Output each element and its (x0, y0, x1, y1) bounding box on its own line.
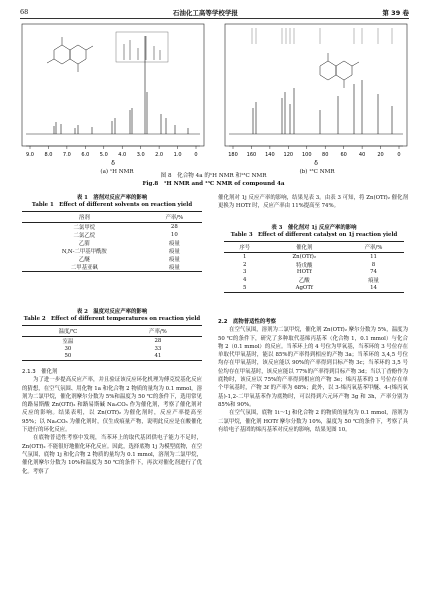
axis-tick-label: 1.0 (173, 152, 182, 158)
table-3-title-cn: 表 3 催化剂对 1j 反应产率的影响 (271, 225, 357, 231)
c-nmr-axis-ticks (228, 146, 400, 158)
axis-tick-label: 6.0 (81, 152, 90, 158)
table-cell: 痕量 (168, 249, 180, 255)
table-cell: 3 (243, 269, 247, 276)
table-cell: 4 (243, 277, 247, 284)
table-cell: 乙酸 (298, 278, 310, 285)
table-cell: 11 (370, 253, 377, 260)
table-row (22, 255, 202, 263)
page-number: 68 (20, 8, 29, 16)
figure-caption-en: Fig.8 ¹H NMR and ¹³C NMR of compound 4a (142, 181, 285, 187)
nmr-figure (20, 22, 410, 192)
right-column (218, 318, 408, 434)
journal-title: 石油化工高等学校学报 (172, 8, 238, 17)
table-1-title-cn: 表 1 溶剂对反应产率的影响 (76, 195, 148, 201)
nmr-spectra (20, 22, 410, 172)
table-cell: 1 (243, 253, 247, 260)
paragraph: 在空气氛围，溶剂为二氯甲烷，催化剂 Zn(OTf)₂ 摩尔分数为 5%，温度为 50 ℃的条件下，研究了多种取代基烯丙基苯（化合物 1，0.1 mmol）与化合物 2（0.1 mmol）的反应。当苯环上的 4 号位为甲氧基，当苯环的 3 号位存在单取代甲氧基时，能以 85%的产率得到相应的产物 3a；当苯环的 3,4,5 号位均存在甲氧基时，该反应能以 90%的产率得到目标产物 3c；当苯环的 3,5 号位均存在甲氧基时，该反应能以 77%的产率得到目标产物 3d；当以丁香酚作为底物时，该反应以 75%的产率得到相应的产物 3e；烯丙基苯的 3 号位存在单个甲氧基时，产物 3f 的产率为 68%；此外，以 3-烯丙氧基苯甲醚、4-(烯丙氧基)-1,2-二甲氧基苯作为底物时，可以得到六元环产物 3g 和 3h，产率分别为 85%和 90%。 (218, 327, 408, 408)
subcaption-b: (b) ¹³C NMR (299, 169, 335, 175)
table-cell: 8 (371, 261, 376, 268)
table-cell: AgOTf (266, 284, 343, 292)
h-nmr-axis-ticks (26, 146, 198, 158)
paragraph: 在空气氛围，底物 1i～1j 和化合物 2 的物质的量均为 0.1 mmol，溶剂为二氯甲烷，催化剂 HOTf 摩尔分数为 10%，温度为 50 ℃的条件下，考察了具有给电子基团的烯丙基苯对反应的影响，结果见图 10。 (218, 410, 408, 433)
c-nmr-xlabel: δ (314, 160, 318, 167)
table-1-title-en: Table 1 Effect of different solvents on reaction yield (31, 202, 193, 208)
table-2-header: 产率/% (114, 326, 202, 337)
table-cell: 30 (64, 345, 72, 352)
paragraph: 催化剂对 1j 反应产率的影响，结果见表 3。由表 3 可知，将 Zn(OTf)₂ 催化剂更换为 HOTf 时，反应产率由 11%提高至 74%。 (218, 195, 408, 210)
axis-tick-label: 4.0 (118, 152, 127, 158)
table-cell: 乙腈 (78, 241, 90, 247)
subcaption-a: (a) ¹H NMR (100, 169, 134, 175)
table-cell: 痕量 (168, 241, 180, 247)
section-2-2: 2.2 底物普适性的考察 (218, 319, 277, 325)
table-cell: 乙醚 (78, 257, 90, 263)
axis-tick-label: 9.0 (26, 152, 34, 158)
structure-inset-a (47, 37, 93, 72)
paragraph: 在底物普适性考察中发现，当苯环上的取代基团供电子能力不足时，Zn(OTf)₂ 不能很好地催化环化反应。因此，选择底物 1j 为模型底物，在空气氛围，底物 1j 和化合物 2 物质的量均为 0.1 mmol，溶剂为二氯甲烷，催化剂摩尔分数为 10%和温度为 50 ℃的条件下，再次对催化剂进行了优化。考察了 (22, 435, 202, 475)
table-cell: 2 (243, 261, 247, 268)
table-cell: 74 (370, 269, 377, 276)
table-row (224, 269, 404, 277)
volume: 第 39 卷 (382, 8, 409, 17)
table-1-body (22, 223, 202, 272)
h-nmr-panel (22, 24, 204, 146)
table-cell: 10 (170, 232, 178, 238)
table-cell: 特戊酸 (296, 262, 313, 269)
axis-tick-label: 180 (228, 152, 238, 158)
axis-tick-label: 140 (265, 152, 275, 158)
table-cell: 二氯甲烷 (73, 225, 96, 231)
table-cell: 二甲基亚砜 (22, 263, 147, 272)
table-cell: 28 (154, 338, 162, 344)
table-3-body (224, 253, 404, 293)
axis-tick-label: 7.0 (62, 152, 71, 158)
structure-inset-b (320, 53, 359, 88)
table-row (22, 223, 202, 232)
axis-tick-label: 80 (322, 152, 329, 158)
left-column (22, 368, 202, 476)
table-1-header: 溶剂 (22, 212, 147, 223)
axis-tick-label: 8.0 (44, 152, 53, 158)
table-row (22, 337, 202, 346)
section-2-1-3: 2.1.3 催化剂 (22, 369, 58, 375)
axis-tick-label: 120 (283, 152, 294, 158)
table-row (224, 253, 404, 261)
table-row (22, 353, 202, 361)
table-cell: 室温 (62, 339, 74, 345)
header-rule (20, 18, 409, 19)
running-header (20, 6, 409, 18)
table-cell: 5 (224, 284, 266, 292)
table-cell: 41 (114, 353, 202, 361)
axis-tick-label: 160 (246, 152, 257, 158)
table-3 (224, 225, 404, 293)
axis-tick-label: 100 (302, 152, 312, 158)
table-2-title-en: Table 2 Effect of different temperatures on reaction yield (23, 316, 201, 322)
paragraph: 为了进一步提高反应产率，并且验证该反应环化机理为傅克烷基化反应的猜想，在空气氛围、用化物 1a 和化合物 2 物质的量均为 0.1 mmol，溶剂为二氯甲烷，催化剂摩尔分数为 5%和温度为 50 ℃的条件下，选用常见的路易斯酸 Zn(OTf)₂ 和路易斯碱 Na₂CO₃ 作为催化剂，考察了催化剂对反应的影响。结果表明，以 Zn(OTf)₂ 为催化剂时，反应产率提高至 95%；以 Na₂CO₃ 为催化剂时，仅生成痕量产物，说明此反应是在酸催化下进行的环化反应。 (22, 377, 202, 434)
table-row (22, 239, 202, 247)
table-row (22, 231, 202, 239)
table-row (224, 276, 404, 284)
axis-tick-label: 5.0 (99, 152, 108, 158)
table-cell: 28 (170, 224, 178, 230)
table-3-header: 催化剂 (266, 242, 343, 253)
table-3-title-en: Table 3 Effect of different catalyst on 1j reaction yield (230, 232, 398, 238)
table-2 (22, 309, 202, 361)
table-2-header: 温度/℃ (22, 326, 114, 337)
table-2-title-cn: 表 2 温度对反应产率的影响 (76, 309, 148, 315)
table-row (224, 284, 404, 292)
right-column-top (218, 194, 408, 211)
axis-tick-label: 60 (340, 152, 347, 158)
table-row (22, 345, 202, 353)
axis-tick-label: 3.0 (136, 152, 145, 158)
table-cell: 痕量 (147, 263, 202, 272)
axis-tick-label: 2.0 (155, 152, 164, 158)
table-cell: HOTf (296, 269, 312, 276)
table-cell: 二氯乙烷 (73, 233, 96, 239)
table-row (22, 263, 202, 272)
table-row (224, 261, 404, 269)
axis-tick-label: 0 (397, 152, 401, 158)
table-row (22, 247, 202, 255)
table-cell: Zn(OTf)₂ (292, 253, 317, 260)
table-cell: 痕量 (168, 257, 180, 263)
table-cell: 50 (22, 353, 114, 361)
axis-tick-label: 0 (194, 152, 198, 158)
c-nmr-panel (225, 24, 407, 146)
table-3-header: 产率/% (343, 242, 404, 253)
h-nmr-xlabel: δ (111, 160, 115, 167)
table-cell: N,N-二甲基甲酰胺 (61, 249, 107, 255)
figure-caption-cn: 图 8 化合物 4a 的¹H NMR 和¹³C NMR (160, 173, 267, 179)
table-1-header: 产率/% (147, 212, 202, 223)
table-cell: 14 (343, 284, 404, 292)
table-1 (22, 195, 202, 272)
axis-tick-label: 40 (358, 152, 366, 158)
table-3-header: 序号 (224, 242, 266, 253)
axis-tick-label: 20 (377, 152, 384, 158)
table-cell: 33 (154, 345, 162, 352)
table-cell: 痕量 (368, 278, 379, 285)
table-2-body (22, 337, 202, 361)
